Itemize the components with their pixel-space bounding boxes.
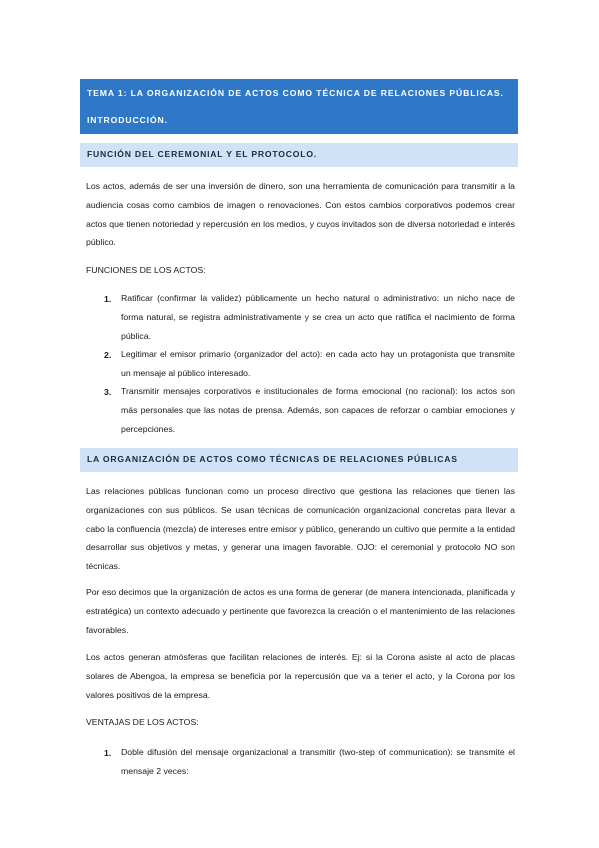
section-heading-ceremonial xyxy=(80,143,518,167)
section-heading-text: FUNCIÓN DEL CEREMONIAL Y EL PROTOCOLO. xyxy=(87,149,317,159)
section-heading-text: LA ORGANIZACIÓN DE ACTOS COMO TÉCNICAS DE RELACIONES PÚBLICAS xyxy=(87,454,458,464)
intro-paragraph: Los actos, además de ser una inversión de dinero, son una herramienta de comunicación para transmitir a la audiencia cosas como cambios de imagen o renovaciones. Con estos cambios corporativos podemos crear actos que tienen notoriedad y repercusión en los medios, y cuyos invitados son de diversa notoriedad e interés público. xyxy=(86,181,515,248)
list-item-number: 3. xyxy=(104,387,112,397)
list-item-number: 1. xyxy=(104,748,112,758)
list-item: Ratificar (confirmar la validez) públicamente un hecho natural o administrativo: un nicho nace de forma natural, se registra administrativamente y se crea un acto que ratifica el nacimiento de forma pública. xyxy=(121,293,515,341)
list-item: Transmitir mensajes corporativos e institucionales de forma emocional (no racional): los actos son más personales que las notas de prensa. Además, son capaces de reforzar o cambiar emociones y percepciones. xyxy=(121,386,515,434)
list-item-number: 1. xyxy=(104,294,112,304)
introduction-title: INTRODUCCIÓN. xyxy=(87,115,168,125)
functions-heading: FUNCIONES DE LOS ACTOS: xyxy=(86,265,206,275)
atmosferas-paragraph: Los actos generan atmósferas que facilitan relaciones de interés. Ej: si la Corona asiste al acto de placas solares de Abengoa, la empresa se beneficia por la repercusión que va a tener el acto, y la Corona por los valores positivos de la empresa. xyxy=(86,652,515,700)
title-banner xyxy=(80,79,518,134)
advantages-heading: VENTAJAS DE LOS ACTOS: xyxy=(86,717,199,727)
section-heading-organizacion xyxy=(80,448,518,472)
por-eso-paragraph: Por eso decimos que la organización de actos es una forma de generar (de manera intencionada, planificada y estratégica) un contexto adecuado y pertinente que favorezca la creación o el mantenimiento de las relaciones favorables. xyxy=(86,587,515,635)
document-title: TEMA 1: LA ORGANIZACIÓN DE ACTOS COMO TÉCNICA DE RELACIONES PÚBLICAS. xyxy=(87,88,504,98)
list-item: Legitimar el emisor primario (organizador del acto): en cada acto hay un protagonista que transmite un mensaje al público interesado. xyxy=(121,349,515,378)
rrpp-paragraph: Las relaciones públicas funcionan como un proceso directivo que gestiona las relaciones que tienen las organizaciones con sus públicos. Se usan técnicas de comunicación organizacional concretas para llevar a cabo la confluencia (mezcla) de intereses entre emisor y público, generando un cultivo que permite a la entidad desarrollar sus objetivos y metas, y generar una imagen favorable. OJO: el ceremonial y protocolo NO son técnicas. xyxy=(86,486,515,572)
list-item-number: 2. xyxy=(104,350,112,360)
list-item: Doble difusión del mensaje organizacional a transmitir (two-step of communication): se transmite el mensaje 2 veces: xyxy=(121,747,515,776)
